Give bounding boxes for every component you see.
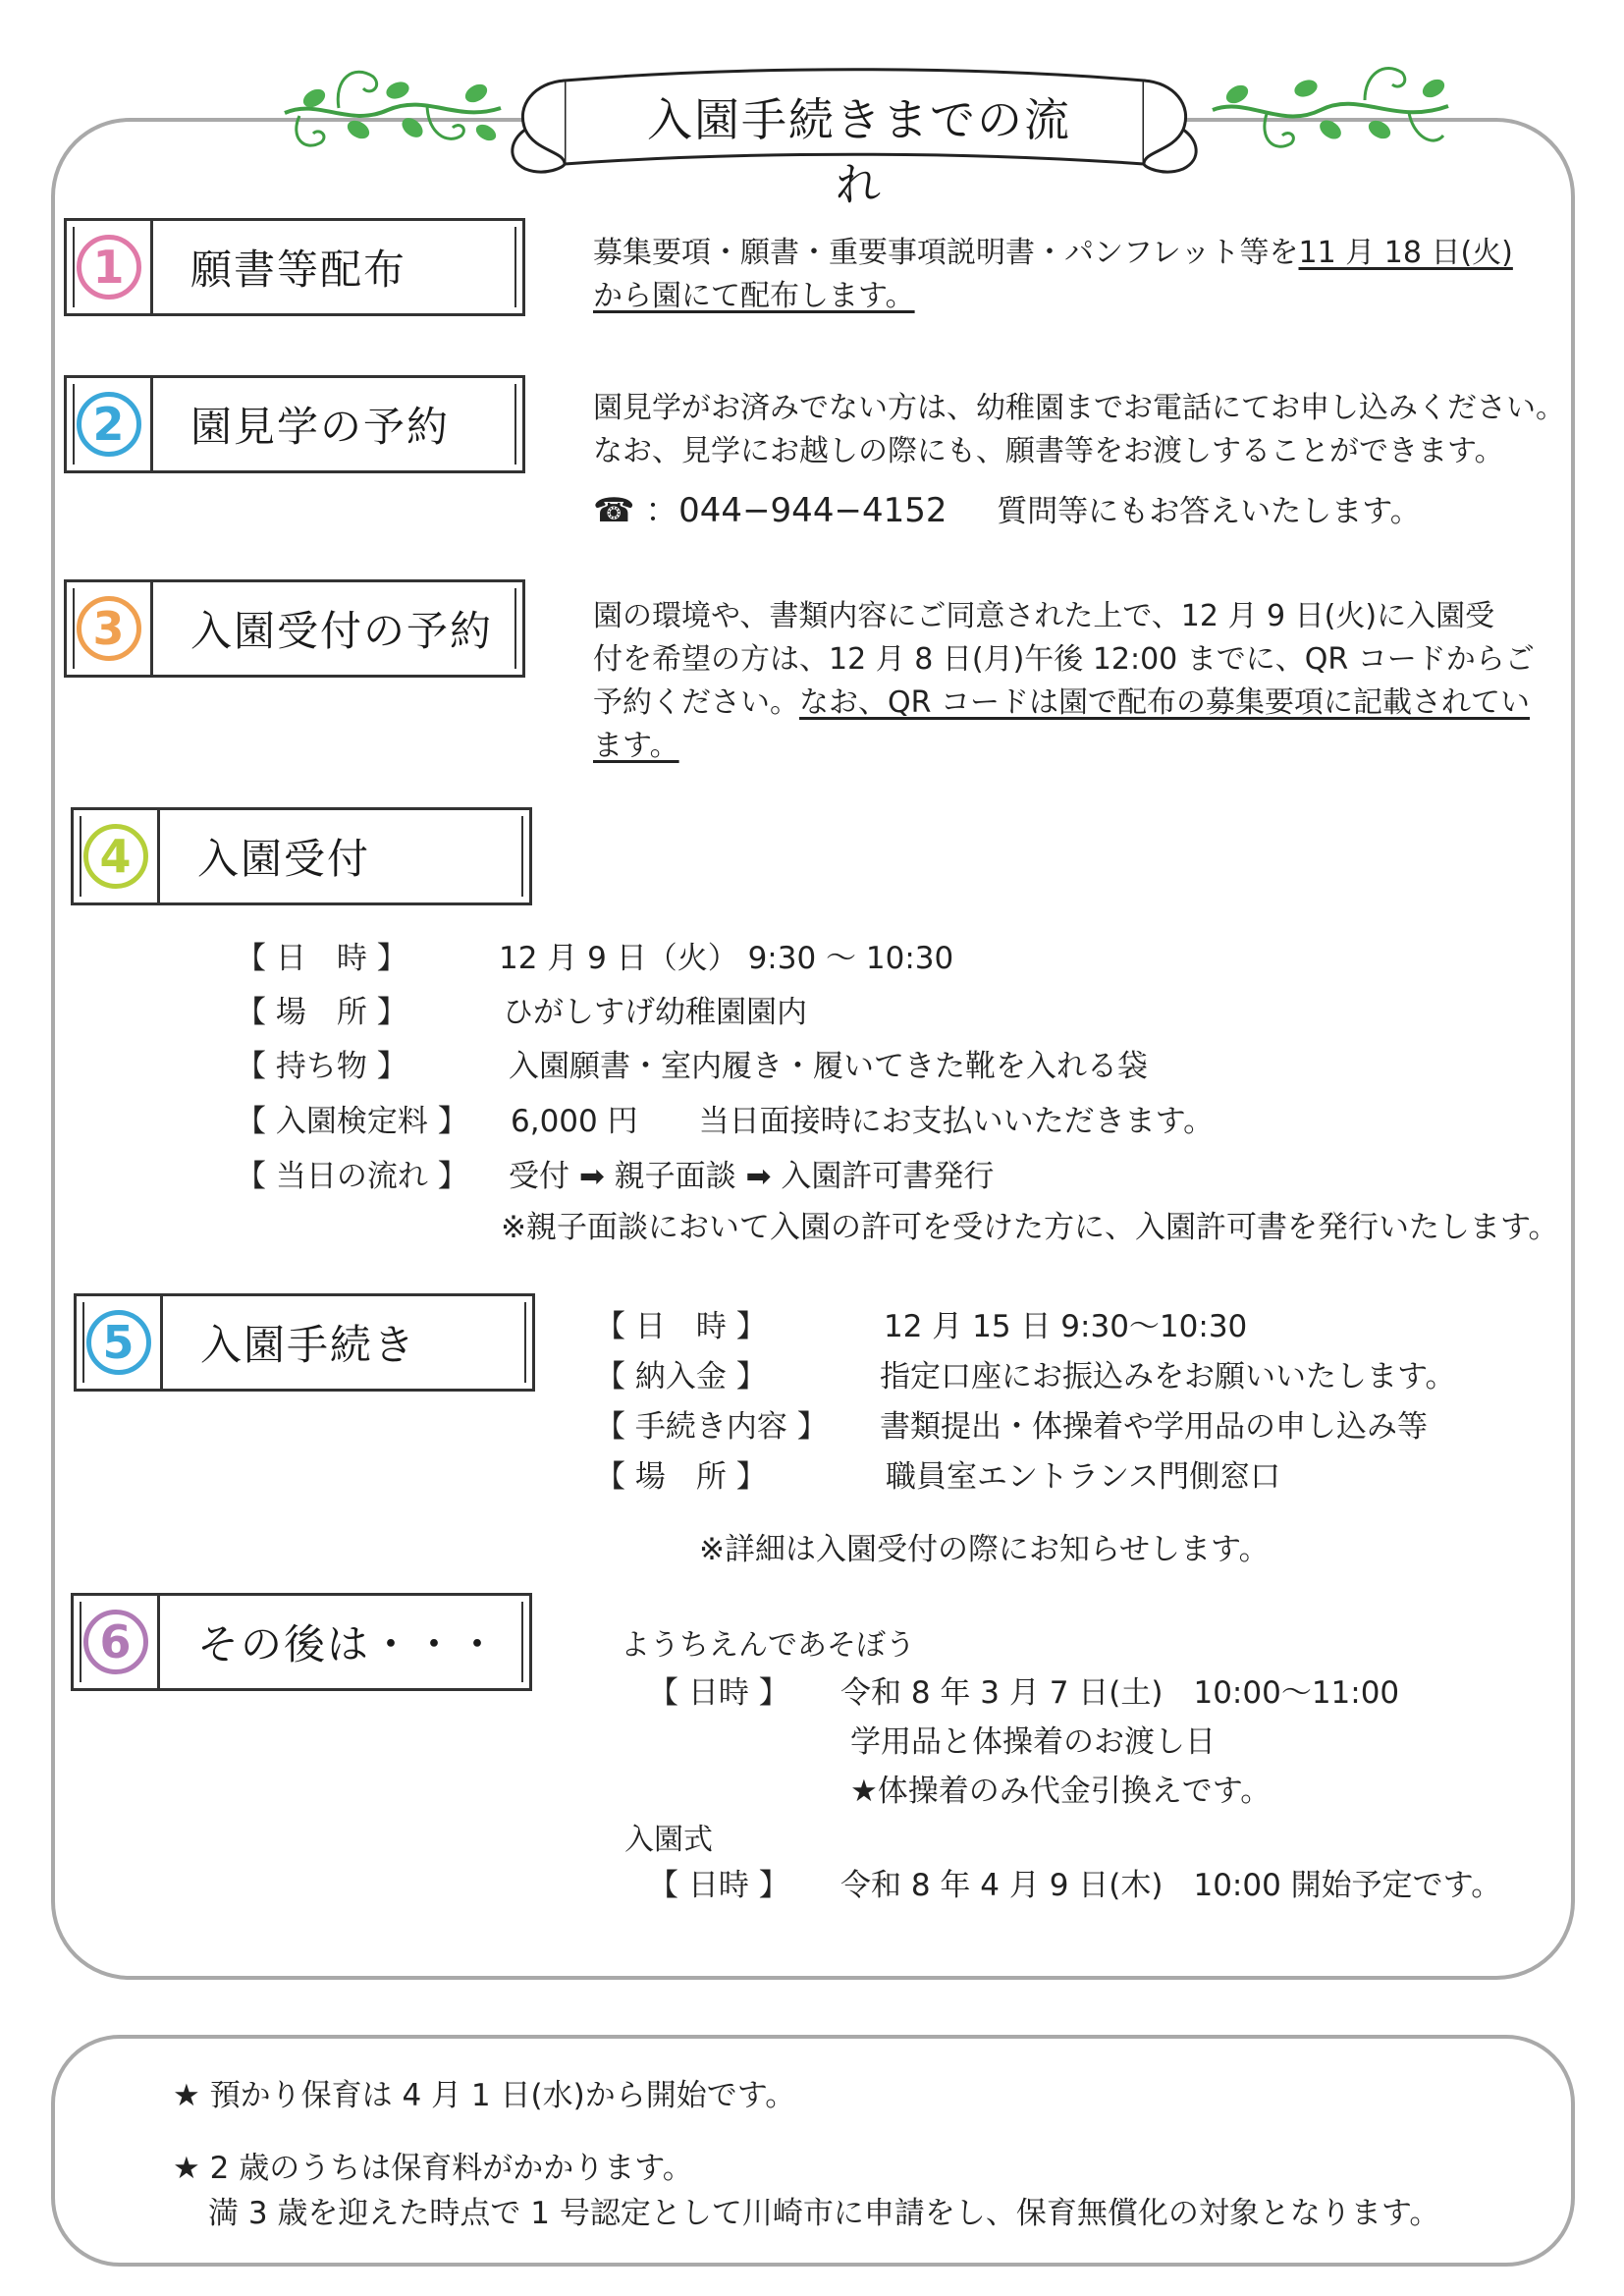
step-1-title: 願書等配布 <box>190 246 407 294</box>
step-4-value-flow: 受付 ➡ 親子面談 ➡ 入園許可書発行 <box>509 1159 995 1194</box>
step-2-number-badge: 2 <box>77 392 141 457</box>
step-number-cell <box>74 810 160 902</box>
step-6-event-1-line-2: 学用品と体操着のお渡し日 <box>850 1724 1216 1760</box>
step-6-event-2-title: 入園式 <box>624 1823 713 1857</box>
step-4-value-belongings: 入園願書・室内履き・履いてきた靴を入れる袋 <box>509 1049 1148 1084</box>
step-5-label-procedure: 【 手続き内容 】 <box>595 1409 828 1445</box>
phone-note: 質問等にもお答えいたします。 <box>997 494 1421 529</box>
step-4-value-datetime: 12 月 9 日（火） 9:30 〜 10:30 <box>499 941 954 976</box>
step-1-date: 11 月 18 日(火) <box>1298 236 1513 270</box>
step-6-event-2-label: 【 日時 】 <box>648 1868 789 1903</box>
bottom-note-1: ★ 預かり保育は 4 月 1 日(水)から開始です。 <box>173 2078 796 2113</box>
step-6-header <box>71 1593 532 1691</box>
phone-number[interactable]: ：044−944−4152 <box>645 491 947 530</box>
bottom-note-3: 満 3 歳を迎えた時点で 1 号認定として川崎市に申請をし、保育無償化の対象となります。 <box>208 2196 1440 2231</box>
step-3-line-2: 付を希望の方は、12 月 8 日(月)午後 12:00 までに、QR コードからご <box>593 642 1535 677</box>
step-1-number-badge: 1 <box>77 235 141 300</box>
bottom-note-2: ★ 2 歳のうちは保育料がかかります。 <box>173 2151 693 2186</box>
step-2-title: 園見学の予約 <box>190 403 451 451</box>
step-6-event-2-value: 令和 8 年 4 月 9 日(木) 10:00 開始予定です。 <box>840 1868 1502 1903</box>
title-banner <box>496 61 1213 211</box>
step-3-description <box>593 595 1536 768</box>
step-6-event-1-label: 【 日時 】 <box>648 1675 789 1711</box>
step-2-line-2: なお、見学にお越しの際にも、願書等をお渡しすることができます。 <box>593 434 1504 468</box>
step-1-description <box>593 232 1536 318</box>
step-5-label-place: 【 場 所 】 <box>595 1459 767 1495</box>
step-5-value-datetime: 12 月 15 日 9:30〜10:30 <box>884 1309 1248 1344</box>
step-5-value-place: 職員室エントランス門側窓口 <box>886 1459 1281 1495</box>
step-5-note: ※詳細は入園受付の際にお知らせします。 <box>699 1532 1270 1567</box>
step-4-note: ※親子面談において入園の許可を受けた方に、入園許可書を発行いたします。 <box>501 1210 1559 1245</box>
step-5-header <box>74 1293 535 1392</box>
step-4-value-fee: 6,000 円 当日面接時にお支払いいただきます。 <box>511 1104 1215 1139</box>
step-6-number-badge: 6 <box>83 1610 148 1674</box>
step-1-text-c: から園にて配布します。 <box>593 279 915 313</box>
step-2-header <box>64 375 525 473</box>
step-6-event-1-line-3: ★体操着のみ代金引換えです。 <box>850 1774 1272 1809</box>
step-6-event-1-value: 令和 8 年 3 月 7 日(土) 10:00〜11:00 <box>840 1675 1400 1711</box>
step-3-title: 入園受付の予約 <box>190 607 494 655</box>
step-1-header <box>64 218 525 316</box>
step-4-label-flow: 【 当日の流れ 】 <box>236 1159 468 1194</box>
telephone-icon: ☎ <box>593 491 635 530</box>
step-5-value-procedure: 書類提出・体操着や学用品の申し込み等 <box>880 1409 1428 1445</box>
step-3-line-4: ます。 <box>593 729 679 763</box>
step-5-title: 入園手続き <box>200 1321 417 1369</box>
step-4-number-badge: 4 <box>83 824 148 889</box>
step-5-number-badge: 5 <box>86 1310 151 1375</box>
right-vine-decoration <box>1208 39 1453 167</box>
step-number-cell <box>67 221 153 313</box>
step-3-header <box>64 579 525 678</box>
step-6-title: その後は・・・ <box>197 1620 501 1668</box>
step-5-label-datetime: 【 日 時 】 <box>595 1309 767 1344</box>
step-4-label-belongings: 【 持ち物 】 <box>236 1049 407 1084</box>
step-4-title: 入園受付 <box>197 835 371 883</box>
step-2-description <box>593 387 1575 473</box>
step-number-cell <box>74 1596 160 1688</box>
step-number-cell <box>67 378 153 470</box>
step-6-event-1-title: ようちえんであそぼう <box>621 1628 915 1663</box>
left-vine-decoration <box>280 39 506 167</box>
step-number-cell <box>67 582 153 675</box>
step-3-line-3a: 予約ください。 <box>593 685 799 720</box>
step-2-line-1: 園見学がお済みでない方は、幼稚園までお電話にてお申し込みください。 <box>593 391 1565 425</box>
step-3-line-1: 園の環境や、書類内容にご同意された上で、12 月 9 日(火)に入園受 <box>593 599 1495 633</box>
step-1-text-a: 募集要項・願書・重要事項説明書・パンフレット等を <box>593 236 1299 270</box>
step-4-label-datetime: 【 日 時 】 <box>236 941 407 976</box>
step-4-label-fee: 【 入園検定料 】 <box>236 1104 468 1139</box>
step-5-label-payment: 【 納入金 】 <box>595 1359 767 1394</box>
step-4-header <box>71 807 532 905</box>
step-4-value-place: ひがしすげ幼稚園園内 <box>503 995 807 1030</box>
step-5-value-payment: 指定口座にお振込みをお願いいたします。 <box>880 1359 1456 1394</box>
phone-row <box>593 483 1421 531</box>
step-3-line-3b: なお、QR コードは園で配布の募集要項に記載されてい <box>799 685 1530 720</box>
step-3-number-badge: 3 <box>77 596 141 661</box>
step-number-cell <box>77 1296 163 1389</box>
page-title: 入園手続きまでの流れ <box>647 93 1071 211</box>
step-4-label-place: 【 場 所 】 <box>236 995 407 1030</box>
